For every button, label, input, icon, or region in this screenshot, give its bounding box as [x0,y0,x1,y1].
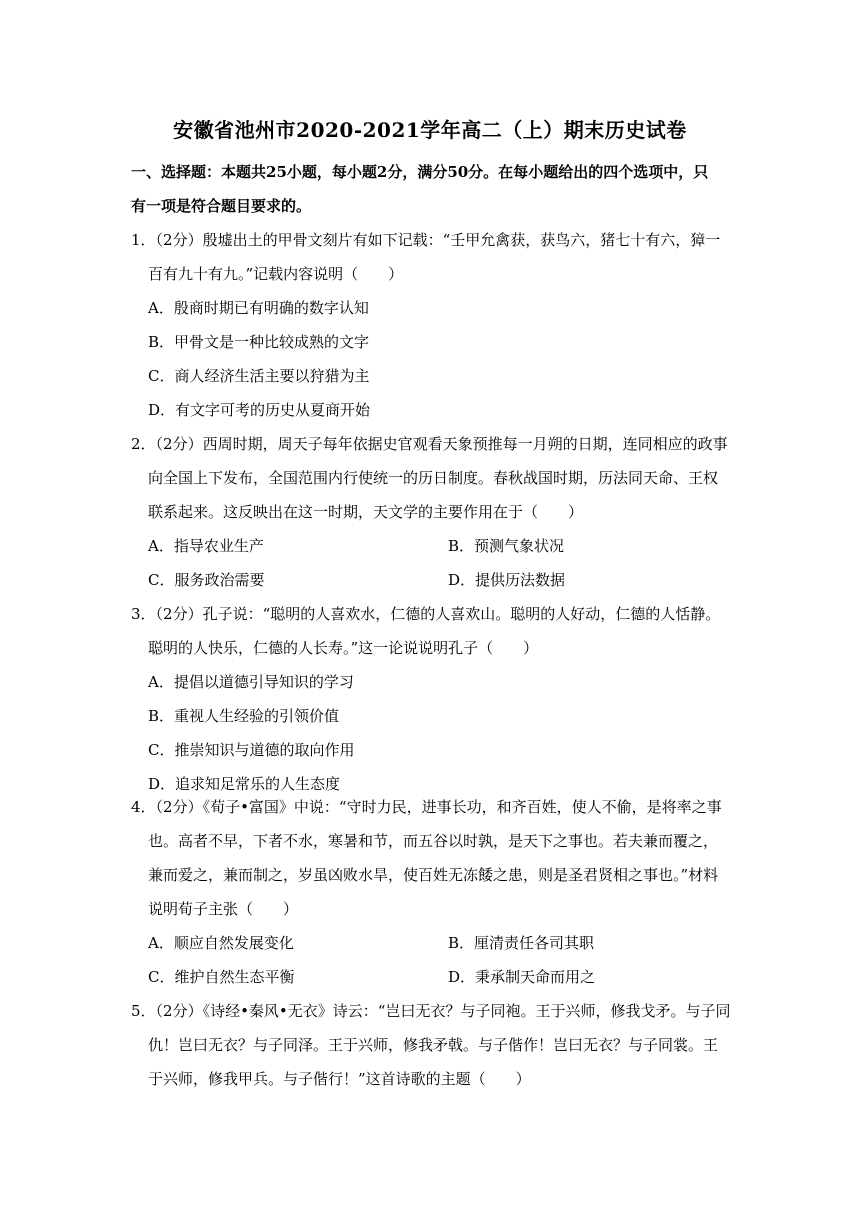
question-stem-line: 兼而爱之，兼而制之，岁虽凶败水旱，使百姓无冻餧之患，则是圣君贤相之事也。”材料 [148,866,719,884]
option-d: D．追求知足常乐的人生态度 [148,775,341,793]
option-a: A．提倡以道德引导知识的学习 [148,673,354,691]
question-stem-line: 百有九十有九。”记载内容说明（ ） [148,265,404,283]
question-2 [131,427,736,597]
question-stem-line: 4．（2分）《荀子•富国》中说：“守时力民，进事长功，和齐百姓，使人不偷，是将率之事 [131,798,722,816]
option-a: A．殷商时期已有明确的数字认知 [148,299,369,317]
question-stem-line: 向全国上下发布，全国范围内行使统一的历日制度。春秋战国时期，历法同天命、王权 [148,469,719,487]
section-instructions [131,155,736,223]
question-stem-line: 联系起来。这反映出在这一时期，天文学的主要作用在于（ ） [148,503,584,521]
option-d: D．提供历法数据 [448,571,566,589]
option-d: D．秉承制天命而用之 [448,968,596,986]
option-b: B．预测气象状况 [448,537,565,555]
section-line: 有一项是符合题目要求的。 [131,197,312,215]
question-stem-line: 3．（2分）孔子说：“聪明的人喜欢水，仁德的人喜欢山。聪明的人好动，仁德的人恬静。 [131,605,721,623]
question-3 [131,597,736,801]
question-1 [131,223,736,427]
option-c: C．推崇知识与道德的取向作用 [148,741,355,759]
question-stem-line: 说明荀子主张（ ） [148,900,299,918]
question-stem-line: 聪明的人快乐，仁德的人长寿。”这一论说说明孔子（ ） [148,639,539,657]
option-a: A．顺应自然发展变化 [148,934,294,952]
question-stem-line: 1．（2分）殷墟出土的甲骨文刻片有如下记载：“壬甲允禽获，获鸟六，猪七十有六，獐一 [131,231,721,249]
question-stem-line: 5．（2分）《诗经•秦风•无衣》诗云：“岂曰无衣？与子同袍。王于兴师，修我戈矛。与子同 [131,1002,731,1020]
question-5 [131,994,736,1096]
question-stem-line: 于兴师，修我甲兵。与子偕行！”这首诗歌的主题（ ） [148,1070,531,1088]
option-d: D．有文字可考的历史从夏商开始 [148,401,371,419]
section-line: 一、选择题：本题共25小题，每小题2分，满分50分。在每小题给出的四个选项中，只 [131,163,709,181]
option-c: C．维护自然生态平衡 [148,968,295,986]
option-c: C．商人经济生活主要以狩猎为主 [148,367,370,385]
question-stem-line: 仇！岂曰无衣？与子同泽。王于兴师，修我矛戟。与子偕作！岂曰无衣？与子同裳。王 [148,1036,719,1054]
option-c: C．服务政治需要 [148,571,265,589]
question-4 [131,790,736,994]
question-stem-line: 也。高者不早，下者不水，寒暑和节，而五谷以时孰，是天下之事也。若夫兼而覆之， [148,832,719,850]
option-a: A．指导农业生产 [148,537,264,555]
exam-title: 安徽省池州市2020-2021学年高二（上）期末历史试卷 [173,118,687,142]
option-b: B．厘清责任各司其职 [448,934,595,952]
option-b: B．甲骨文是一种比较成熟的文字 [148,333,370,351]
option-b: B．重视人生经验的引领价值 [148,707,340,725]
question-stem-line: 2．（2分）西周时期，周天子每年依据史官观看天象预推每一月朔的日期，连同相应的政事 [131,435,728,453]
